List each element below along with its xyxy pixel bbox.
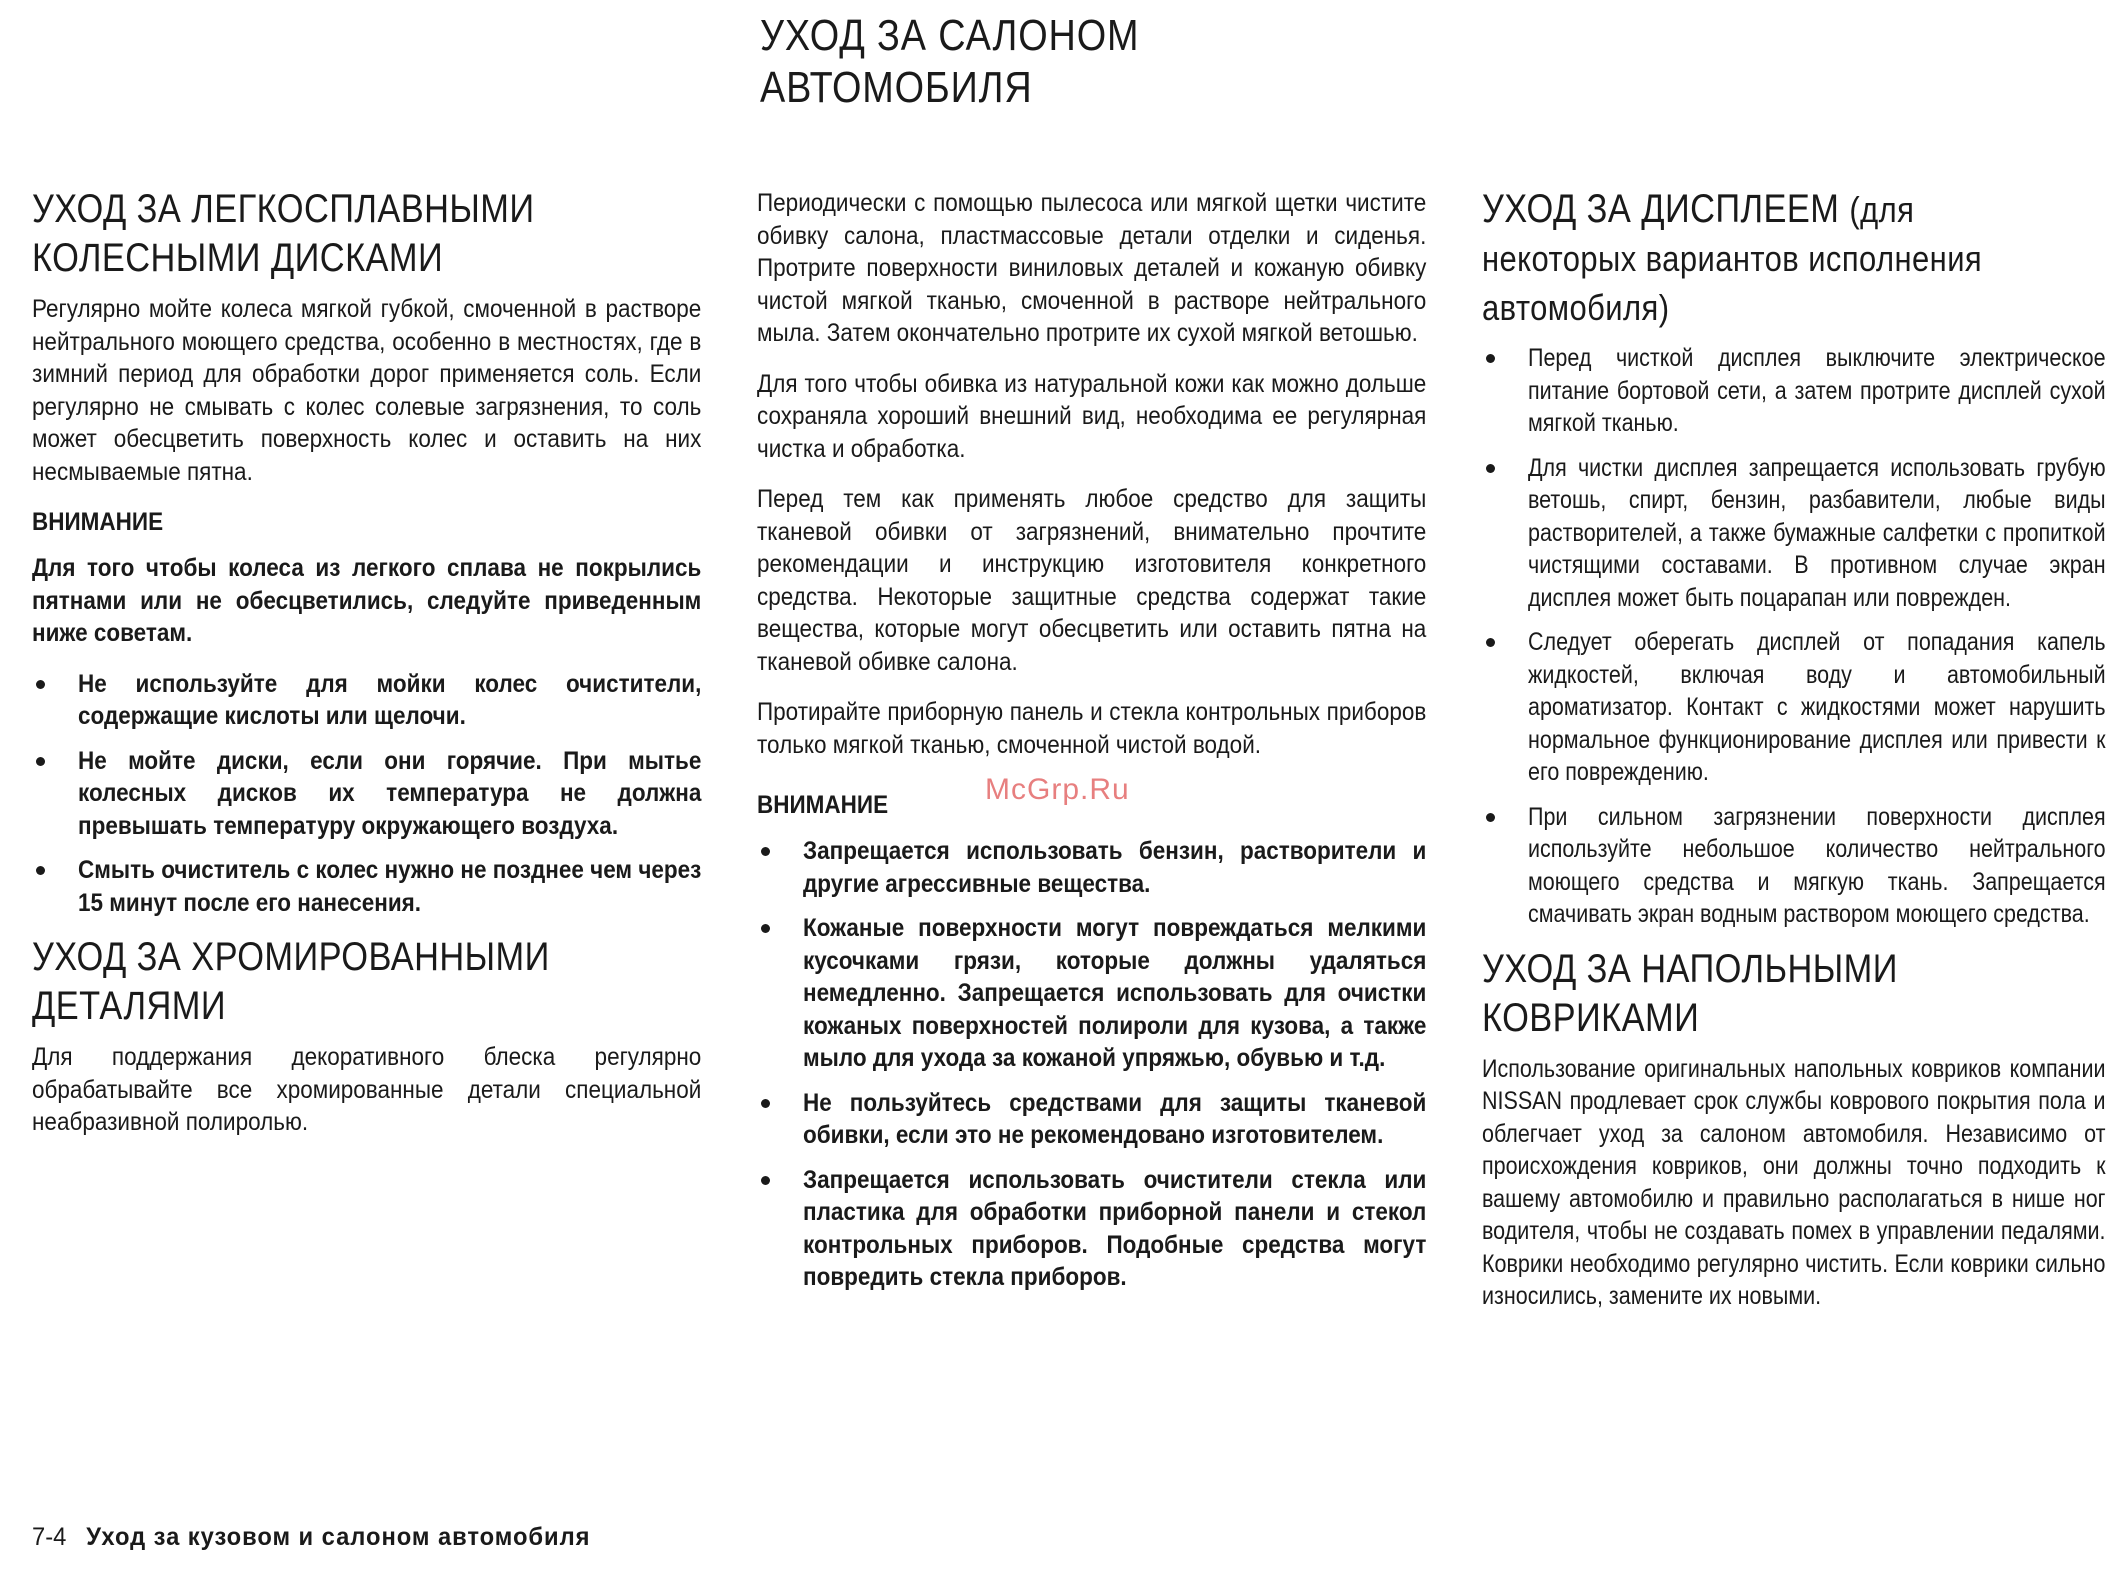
heading-alloy-wheels-line2: КОЛЕСНЫМИ ДИСКАМИ bbox=[32, 236, 444, 280]
heading-floor-mats bbox=[1482, 945, 2106, 1043]
heading-chrome-parts bbox=[32, 933, 700, 1031]
list-item bbox=[32, 745, 702, 843]
page-footer bbox=[32, 1521, 590, 1553]
heading-floor-mats-line1: УХОД ЗА НАПОЛЬНЫМИ bbox=[1482, 946, 1898, 991]
bullet-icon bbox=[1486, 354, 1495, 363]
list-item-text: Кожаные поверхности могут повреждаться мелкими кусочками грязи, которые должны удаляться немедленно. Запрещается использовать для очистки кожаных поверхностей полироли для кузова, а также мыло для ухода за кожаной упряжью, обувью и т.д. bbox=[803, 914, 1427, 1072]
bullet-icon bbox=[1486, 638, 1495, 647]
leather-care-paragraph: Для того чтобы обивка из натуральной кожи как можно дольше сохраняла хороший внешний вид, необходима ее регулярная чистка и обработка. bbox=[757, 369, 1427, 463]
warning-title-interior: ВНИМАНИЕ bbox=[757, 791, 889, 819]
bullet-icon bbox=[36, 680, 45, 689]
list-item bbox=[32, 668, 702, 733]
heading-chrome-parts-line1: УХОД ЗА ХРОМИРОВАННЫМИ bbox=[32, 935, 550, 979]
watermark: McGrp.Ru bbox=[985, 773, 1130, 806]
list-item-text: Не пользуйтесь средствами для защиты тканевой обивки, если это не рекомендовано изготовителем. bbox=[803, 1088, 1427, 1149]
left-column bbox=[32, 185, 702, 1157]
bullet-icon bbox=[761, 924, 770, 933]
middle-column bbox=[757, 187, 1427, 1308]
list-item bbox=[1482, 452, 2107, 615]
list-item-text: Для чистки дисплея запрещается использовать грубую ветошь, спирт, бензин, разбавители, любые виды растворителей, а также бумажные салфетки с пропиткой чистящими составами. В противном случае экран дисплея может быть поцарапан или поврежден. bbox=[1528, 453, 2106, 612]
list-item-text: Не мойте диски, если они горячие. При мытье колесных дисков их температура не должна превышать температуру окружающего воздуха. bbox=[78, 746, 702, 840]
list-item bbox=[757, 912, 1427, 1075]
bullet-icon bbox=[1486, 813, 1495, 822]
instrument-panel-paragraph: Протирайте приборную панель и стекла контрольных приборов только мягкой тканью, смоченной чистой водой. bbox=[757, 698, 1427, 759]
warning-title-wheels: ВНИМАНИЕ bbox=[32, 508, 164, 536]
list-item-text: Смыть очиститель с колес нужно не позднее чем через 15 минут после его нанесения. bbox=[78, 856, 702, 917]
page-number: 7-4 bbox=[32, 1523, 67, 1551]
page-title-line1: УХОД ЗА САЛОНОМ bbox=[760, 11, 1140, 60]
floor-mats-paragraph: Использование оригинальных напольных ковриков компании NISSAN продлевает срок службы коврового покрытия пола и облегчает уход за салоном автомобиля. Независимо от происхождения ковриков, они должны точно подходить к вашему автомобилю и правильно располагаться в нише ног водителя, чтобы не создавать помех в управлении педалями. Коврики необходимо регулярно чистить. Если коврики сильно износились, замените их новыми. bbox=[1482, 1054, 2106, 1310]
list-item-text: Следует оберегать дисплей от попадания капель жидкостей, включая воду и автомобильный ароматизатор. Контакт с жидкостями может нарушить нормальное функционирование дисплея или привести к его повреждению. bbox=[1528, 628, 2106, 786]
list-item bbox=[1482, 801, 2107, 931]
bullet-icon bbox=[36, 866, 45, 875]
wheels-warning-list bbox=[32, 668, 702, 920]
heading-alloy-wheels-line1: УХОД ЗА ЛЕГКОСПЛАВНЫМИ bbox=[32, 187, 535, 231]
list-item bbox=[1482, 626, 2107, 789]
bullet-icon bbox=[761, 1099, 770, 1108]
list-item bbox=[757, 835, 1427, 900]
alloy-wheels-paragraph: Регулярно мойте колеса мягкой губкой, смоченной в растворе нейтрального моющего средства, особенно в местностях, где в зимний период для обработки дорог применяется соль. Если регулярно не смывать с колес солевые загрязнения, то соль может обесцветить поверхность колес и оставить на них несмываемые пятна. bbox=[32, 295, 702, 486]
list-item-text: Перед чисткой дисплея выключите электрическое питание бортовой сети, а затем протрите дисплей сухой мягкой тканью. bbox=[1528, 344, 2106, 437]
list-item-text: Запрещается использовать очистители стекла или пластика для обработки приборной панели и стекол контрольных приборов. Подобные средства могут повредить стекла приборов. bbox=[803, 1165, 1427, 1291]
heading-floor-mats-line2: КОВРИКАМИ bbox=[1482, 995, 1700, 1040]
bullet-icon bbox=[761, 1176, 770, 1185]
warning-text-wheels: Для того чтобы колеса из легкого сплава не покрылись пятнами или не обесцветились, следуйте приведенным ниже советам. bbox=[32, 554, 702, 647]
bullet-icon bbox=[36, 757, 45, 766]
list-item bbox=[757, 1164, 1427, 1294]
heading-display-care bbox=[1482, 185, 2106, 332]
heading-display-care-line1: УХОД ЗА ДИСПЛЕЕМ bbox=[1482, 187, 1840, 231]
list-item bbox=[32, 854, 702, 919]
list-item-text: Запрещается использовать бензин, растворители и другие агрессивные вещества. bbox=[803, 837, 1427, 898]
bullet-icon bbox=[761, 847, 770, 856]
page-title-line2: АВТОМОБИЛЯ bbox=[760, 63, 1033, 112]
interior-cleaning-paragraph: Периодически с помощью пылесоса или мягкой щетки чистите обивку салона, пластмассовые детали отделки и сиденья. Протрите поверхности виниловых деталей и кожаную обивку чистой мягкой тканью, смоченной в растворе нейтрального мыла. Затем окончательно протрите их сухой мягкой ветошью. bbox=[757, 189, 1427, 347]
fabric-protection-paragraph: Перед тем как применять любое средство для защиты тканевой обивки от загрязнений, внимательно прочтите рекомендации и инструкцию изготовителя конкретного средства. Некоторые защитные средства содержат такие вещества, которые могут обесцветить или оставить пятна на тканевой обивке салона. bbox=[757, 485, 1427, 676]
chrome-parts-paragraph: Для поддержания декоративного блеска регулярно обрабатывайте все хромированные детали специальной неабразивной полиролью. bbox=[32, 1043, 702, 1136]
footer-section-title: Уход за кузовом и салоном автомобиля bbox=[86, 1523, 591, 1551]
list-item bbox=[757, 1087, 1427, 1152]
heading-chrome-parts-line2: ДЕТАЛЯМИ bbox=[32, 984, 227, 1028]
interior-warning-list bbox=[757, 835, 1427, 1294]
bullet-icon bbox=[1486, 464, 1495, 473]
page-title bbox=[760, 10, 1139, 114]
right-column bbox=[1482, 185, 2107, 1331]
display-care-list bbox=[1482, 342, 2107, 931]
list-item-text: Не используйте для мойки колес очистители, содержащие кислоты или щелочи. bbox=[78, 669, 702, 730]
heading-display-care-line3: автомобиля) bbox=[1482, 287, 1670, 328]
heading-alloy-wheels bbox=[32, 185, 700, 283]
heading-display-care-line2: некоторых вариантов исполнения bbox=[1482, 238, 1983, 279]
list-item-text: При сильном загрязнении поверхности дисплея используйте небольшое количество нейтрального моющего средства и мягкую ткань. Запрещается смачивать экран водным раствором моющего средства. bbox=[1528, 802, 2106, 928]
heading-display-care-paren: (для bbox=[1849, 189, 1915, 230]
list-item bbox=[1482, 342, 2107, 440]
